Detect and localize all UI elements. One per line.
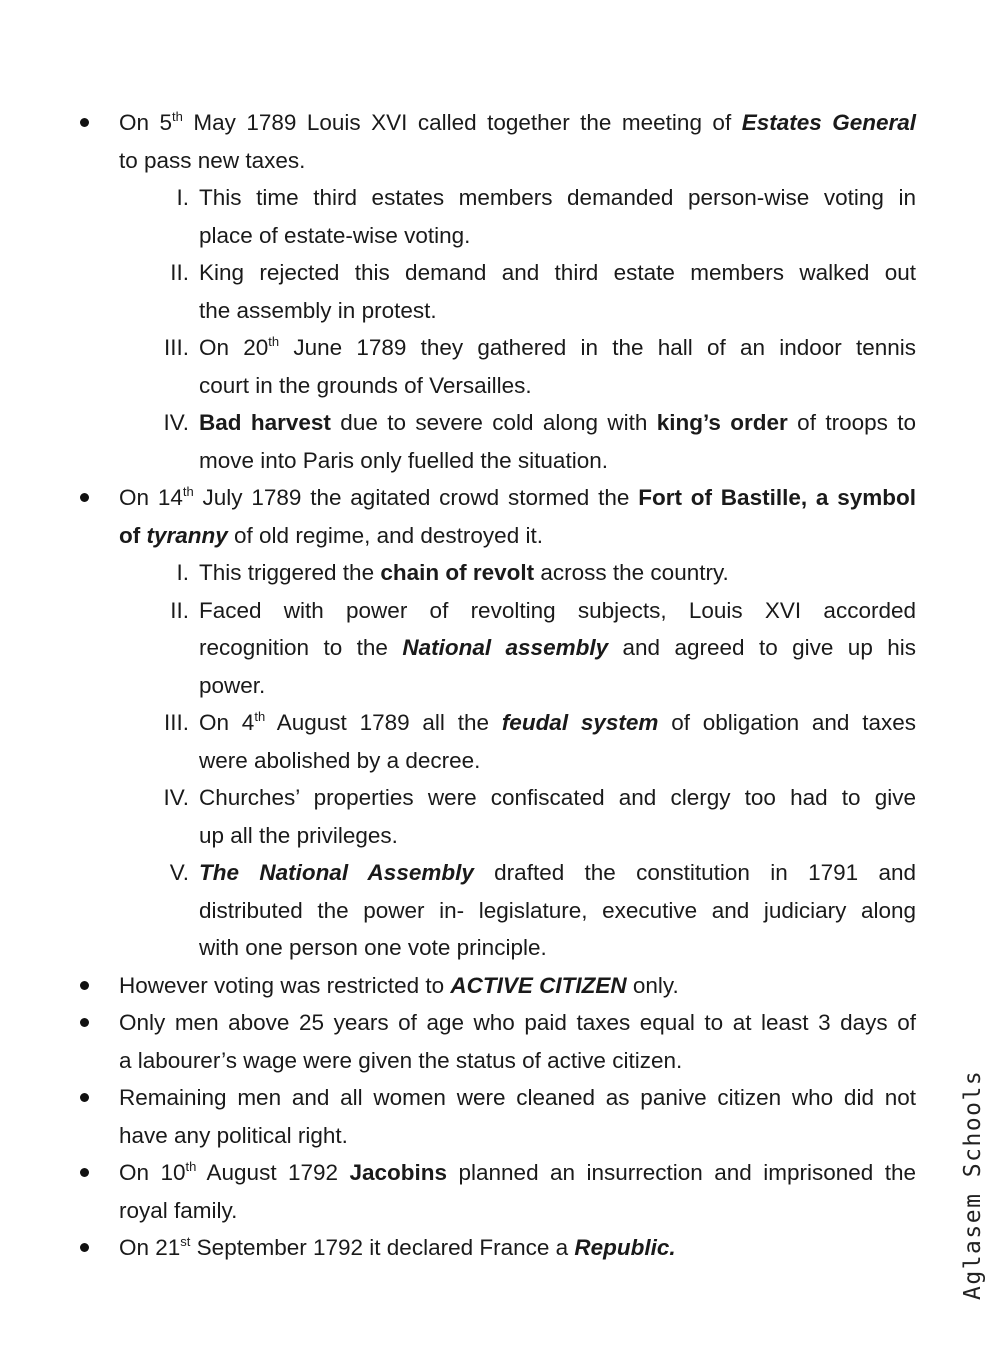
list-item: IV. Churches’ properties were confiscated and clergy too had to give — [163, 785, 916, 810]
list-item: I. This time third estates members demanded person-wise voting in — [176, 185, 916, 210]
bullet-bastille — [0, 479, 999, 517]
bullet-dot — [80, 1168, 89, 1177]
list-item-continued: move into Paris only fuelled the situation. — [199, 447, 608, 473]
list-item-continued: up all the privileges. — [199, 822, 398, 848]
list-item-continued: power. — [199, 672, 266, 698]
bullet-text: On 21st September 1792 it declared France a Republic. — [119, 1234, 676, 1260]
bullet-dot — [80, 981, 89, 990]
list-item-continued: with one person one vote principle. — [199, 935, 547, 960]
bullet-passive-citizen — [0, 1079, 999, 1117]
document-page — [0, 104, 999, 1267]
list-item: III. On 4th August 1789 all the feudal system of obligation and taxes — [163, 709, 917, 735]
list-item: II. Faced with power of revolting subjects, Louis XVI accorded — [170, 597, 916, 623]
bullet-dot — [80, 1018, 89, 1027]
list-item-continued: court in the grounds of Versailles. — [199, 372, 532, 398]
bullet-text-continued: of tyranny of old regime, and destroyed it. — [119, 522, 543, 548]
list-item: V. The National Assembly drafted the constitution in 1791 and — [169, 860, 916, 885]
list-item: IV. Bad harvest due to severe cold along with king’s order of troops to — [163, 410, 916, 435]
bullet-estates-general — [0, 104, 999, 142]
list-item-continued: the assembly in protest. — [199, 297, 437, 323]
bullet-text: On 10th August 1792 Jacobins planned an insurrection and imprisoned the — [119, 1159, 916, 1185]
bullet-text-continued: have any political right. — [119, 1122, 348, 1148]
bullet-text-continued: to pass new taxes. — [119, 147, 306, 173]
list-item-continued: recognition to the National assembly and agreed to give up his — [199, 635, 917, 660]
bullet-text: Only men above 25 years of age who paid taxes equal to at least 3 days of — [119, 1010, 916, 1035]
bullet-text-continued: a labourer’s wage were given the status of active citizen. — [119, 1047, 683, 1073]
bullet-active-citizen — [0, 967, 999, 1005]
bullet-dot — [80, 1093, 89, 1102]
bullet-dot — [80, 1243, 89, 1252]
bullet-republic — [0, 1229, 999, 1267]
bullet-text: On 14th July 1789 the agitated crowd stormed the Fort of Bastille, a symbol — [119, 484, 916, 510]
bullet-dot — [80, 118, 89, 127]
list-item-continued: were abolished by a decree. — [199, 747, 481, 773]
list-item-continued: distributed the power in- legislature, executive and judiciary along — [199, 897, 916, 923]
watermark: Aglasem Schools — [960, 1069, 986, 1300]
bullet-text: On 5th May 1789 Louis XVI called together the meeting of Estates General — [119, 109, 917, 135]
bullet-dot — [80, 493, 89, 502]
bullet-text-continued: royal family. — [119, 1197, 238, 1223]
list-item-continued: place of estate-wise voting. — [199, 222, 471, 248]
bullet-men-above-25 — [0, 1004, 999, 1042]
list-item: I. This triggered the chain of revolt across the country. — [176, 560, 729, 585]
bullet-jacobins — [0, 1154, 999, 1192]
list-item: III. On 20th June 1789 they gathered in the hall of an indoor tennis — [163, 334, 917, 360]
list-item: II. King rejected this demand and third estate members walked out — [170, 260, 916, 285]
bullet-text: However voting was restricted to ACTIVE CITIZEN only. — [119, 972, 679, 998]
bullet-text: Remaining men and all women were cleaned as panive citizen who did not — [119, 1085, 916, 1110]
